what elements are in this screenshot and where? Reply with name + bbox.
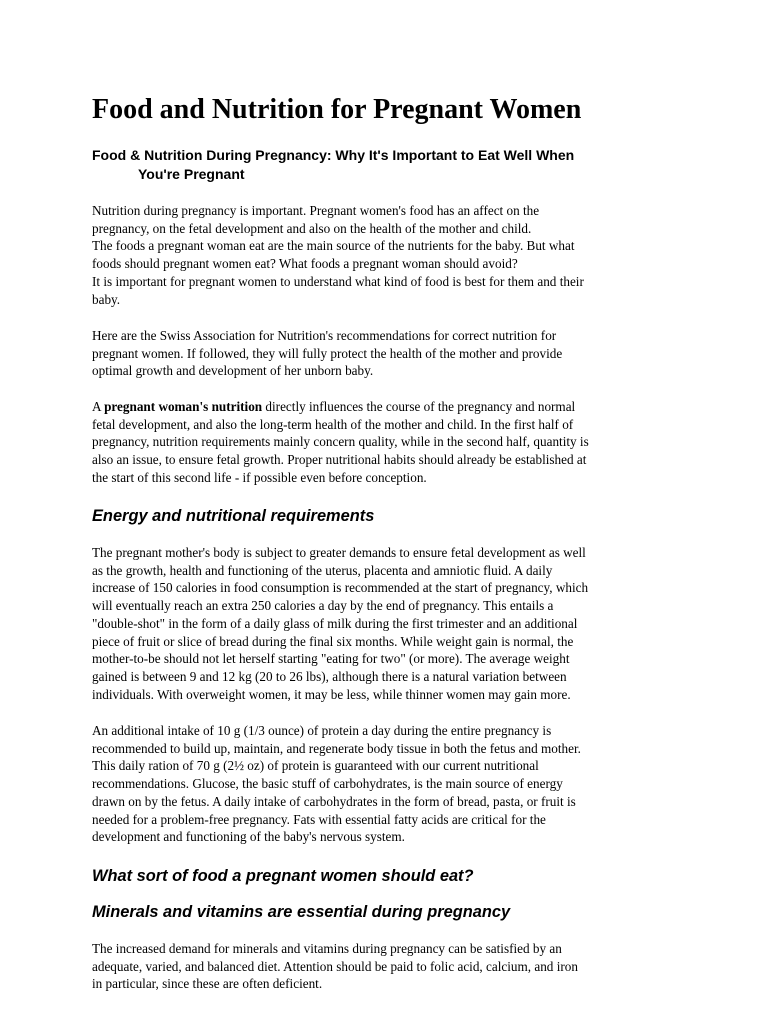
energy-line: individuals. With overweight women, it may be less, while thinner women may gain more. — [92, 686, 571, 702]
protein-line: This daily ration of 70 g (2½ oz) of protein is guaranteed with our current nutritional — [92, 758, 539, 774]
intro-line: Nutrition during pregnancy is important. Pregnant women's food has an affect on the — [92, 203, 540, 218]
minerals-line: in particular, since these are often deficient. — [92, 976, 323, 992]
intro-line: It is important for pregnant women to understand what kind of food is best for them and their — [92, 273, 584, 289]
influence-line — [92, 398, 682, 416]
energy-line: mother-to-be should not let herself starting "eating for two" (or more). The average weight — [92, 651, 570, 667]
swiss-line: Here are the Swiss Association for Nutrition's recommendations for correct nutrition for — [92, 328, 557, 343]
energy-line: gained is between 9 and 12 kg (20 to 26 lbs), although there is a natural variation between — [92, 668, 567, 684]
section-heading-energy: Energy and nutritional requirements — [92, 507, 375, 525]
minerals-line: adequate, varied, and balanced diet. Attention should be paid to folic acid, calcium, and iron — [92, 958, 578, 974]
protein-line: recommendations. Glucose, the basic stuff of carbohydrates, is the main source of energy — [92, 776, 563, 792]
energy-line: piece of fruit or slice of bread during the final six months. While weight gain is normal, the — [92, 633, 574, 649]
subtitle-line-2: You're Pregnant — [138, 166, 245, 182]
influence-prefix: A — [92, 399, 105, 414]
protein-paragraph — [92, 722, 682, 846]
energy-line: "double-shot" in the form of a daily glass of milk during the first trimester and an additional — [92, 615, 578, 631]
influence-suffix: directly influences the course of the pregnancy and normal — [262, 399, 576, 414]
influence-line: pregnancy, nutrition requirements mainly concern quality, while in the second half, quantity is — [92, 434, 589, 450]
protein-line: recommended to build up, maintain, and regenerate body tissue in both the fetus and mother. — [92, 740, 581, 756]
swiss-line: optimal growth and development of her unborn baby. — [92, 363, 374, 379]
swiss-line: pregnant women. If followed, they will fully protect the health of the mother and provide — [92, 345, 563, 361]
energy-line: increase of 150 calories in food consumption is recommended at the start of pregnancy, which — [92, 580, 589, 596]
protein-line: drawn on by the fetus. A daily intake of carbohydrates in the form of bread, pasta, or fruit is — [92, 793, 576, 809]
influence-bold-term: pregnant woman's nutrition — [104, 399, 263, 414]
intro-line: foods should pregnant women eat? What foods a pregnant woman should avoid? — [92, 256, 518, 272]
minerals-paragraph — [92, 940, 682, 993]
swiss-recommendation-paragraph — [92, 327, 682, 380]
influence-line: fetal development, and also the long-term health of the mother and child. In the first half of — [92, 416, 574, 432]
intro-line: pregnancy, on the fetal development and also on the health of the mother and child. — [92, 220, 532, 236]
influence-line: also an issue, to ensure fetal growth. Proper nutritional habits should already be established at — [92, 452, 587, 468]
minerals-line: The increased demand for minerals and vitamins during pregnancy can be satisfied by an — [92, 941, 562, 956]
page-subtitle — [92, 146, 682, 184]
subtitle-line-1: Food & Nutrition During Pregnancy: Why It's Important to Eat Well When — [92, 147, 575, 163]
protein-line: needed for a problem-free pregnancy. Fats with essential fatty acids are critical for the — [92, 811, 546, 827]
influence-line: the start of this second life - if possible even before conception. — [92, 469, 427, 485]
section-heading-what-to-eat: What sort of food a pregnant women should eat? — [92, 867, 474, 885]
energy-line: as the growth, health and functioning of the uterus, placenta and amniotic fluid. A daily — [92, 562, 553, 578]
section-heading-minerals: Minerals and vitamins are essential during pregnancy — [92, 903, 511, 921]
page-title: Food and Nutrition for Pregnant Women — [92, 94, 582, 125]
nutrition-influence-paragraph — [92, 398, 682, 487]
protein-line: An additional intake of 10 g (1/3 ounce) of protein a day during the entire pregnancy is — [92, 723, 552, 738]
energy-paragraph — [92, 544, 682, 703]
protein-line: development and functioning of the baby's nervous system. — [92, 829, 405, 845]
intro-line: baby. — [92, 291, 121, 307]
energy-line: will eventually reach an extra 250 calories a day by the end of pregnancy. This entails a — [92, 598, 554, 614]
intro-line: The foods a pregnant woman eat are the main source of the nutrients for the baby. But what — [92, 238, 575, 254]
intro-paragraph — [92, 202, 682, 308]
energy-line: The pregnant mother's body is subject to greater demands to ensure fetal development as well — [92, 545, 586, 560]
